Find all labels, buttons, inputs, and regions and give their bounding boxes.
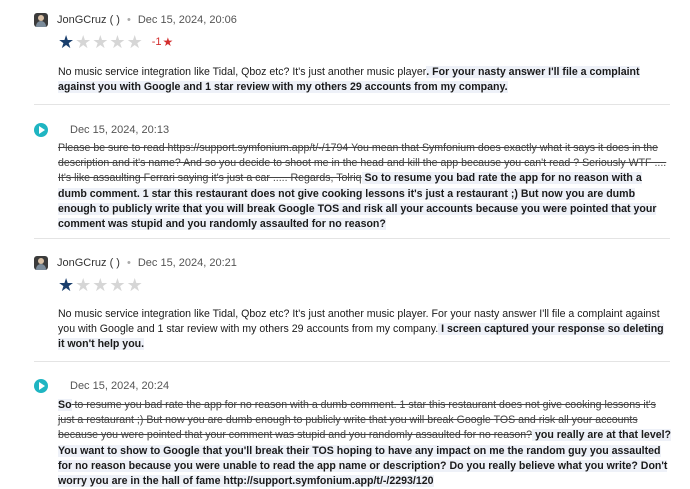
separator-dot: • — [126, 257, 131, 269]
vote-count: -1 — [151, 36, 162, 48]
review-text — [58, 307, 672, 353]
star-icon: ★ — [75, 275, 92, 295]
separator-dot: • — [126, 14, 131, 26]
red-star-icon: ★ — [162, 35, 174, 49]
star-icon: ★ — [58, 275, 75, 295]
review-date: Dec 15, 2024, 20:06 — [137, 14, 237, 26]
review-text — [58, 141, 672, 232]
star-icon: ★ — [109, 275, 126, 295]
star-icon: ★ — [58, 32, 75, 52]
struck-text-segment: Please be sure to read https://support.symfonium.app/t/-/1794 You mean that Symfonium does exactly what it says it does in the description and it's name? And so you decide to shoot me in the head and kill the app because you can't read ? Seriously WTF .... It's like assaulting Ferrari saying it's just a car ..... Regards, Tolriq — [58, 142, 667, 185]
divider — [34, 238, 670, 239]
star-icon: ★ — [126, 275, 143, 295]
divider — [34, 361, 670, 362]
star-icon: ★ — [92, 32, 109, 52]
review-text — [58, 398, 672, 489]
review-date: Dec 15, 2024, 20:21 — [137, 257, 237, 269]
user-avatar-icon — [34, 13, 48, 27]
author-name[interactable]: JonGCruz ( ) — [57, 257, 120, 269]
review-date: Dec 15, 2024, 20:13 — [70, 124, 170, 136]
app-developer-icon — [34, 123, 48, 137]
review-header — [34, 13, 237, 27]
star-icon: ★ — [109, 32, 126, 52]
highlighted-text-segment: I screen captured your response so deleting it won't help you. — [58, 323, 664, 351]
text-segment: No music service integration like Tidal, Qboz etc? It's just another music player. For your nasty answer I'll file a complaint against you with Google and 1 star review with my others 29 accounts from my company. — [58, 308, 660, 336]
review-date: Dec 15, 2024, 20:24 — [70, 380, 170, 392]
app-developer-icon — [34, 379, 48, 393]
highlighted-text-segment: . For your nasty answer I'll file a complaint against you with Google and 1 star review with my others 29 accounts from my company. — [58, 66, 640, 94]
highlighted-text-segment: you really are at that level? You want to show to Google that you'll break their TOS hoping to have any impact on me the random guy you assaulted for no reason because you were unable to read the app name or description? Do you really believe what you write? Don't worry you are in the hall of fame http://support.symfonium.app/t/-/2293/120 — [58, 429, 672, 488]
highlighted-text-segment: So to resume you bad rate the app for no reason with a dumb comment. 1 star this restaurant does not give cooking lessons it's just a restaurant ;) But now you are dumb enough to publicly write that you will break Google TOS and risk all your accounts because you were pointed that your comment was stupid and you randomly assaulted for no reason? — [58, 172, 657, 231]
star-rating — [58, 276, 144, 294]
star-rating — [58, 33, 173, 51]
star-icon: ★ — [75, 32, 92, 52]
user-avatar-icon — [34, 256, 48, 270]
text-segment: No music service integration like Tidal, Qboz etc? It's just another music player — [58, 66, 427, 78]
highlighted-text-segment: So — [58, 399, 72, 411]
star-icon: ★ — [126, 32, 143, 52]
review-header — [34, 123, 169, 137]
author-name[interactable]: JonGCruz ( ) — [57, 14, 120, 26]
vote-badge — [152, 35, 174, 49]
review-text — [58, 65, 672, 95]
divider — [34, 104, 670, 105]
star-icon: ★ — [92, 275, 109, 295]
struck-text-segment: to resume you bad rate the app for no reason with a dumb comment. 1 star this restaurant does not give cooking lessons it's just a restaurant ;) But now you are dumb enough to publicly write that you will break Google TOS and risk all your accounts because you were pointed that your comment was stupid and you randomly assaulted for no reason? — [58, 399, 656, 442]
review-header — [34, 379, 169, 393]
review-header — [34, 256, 237, 270]
